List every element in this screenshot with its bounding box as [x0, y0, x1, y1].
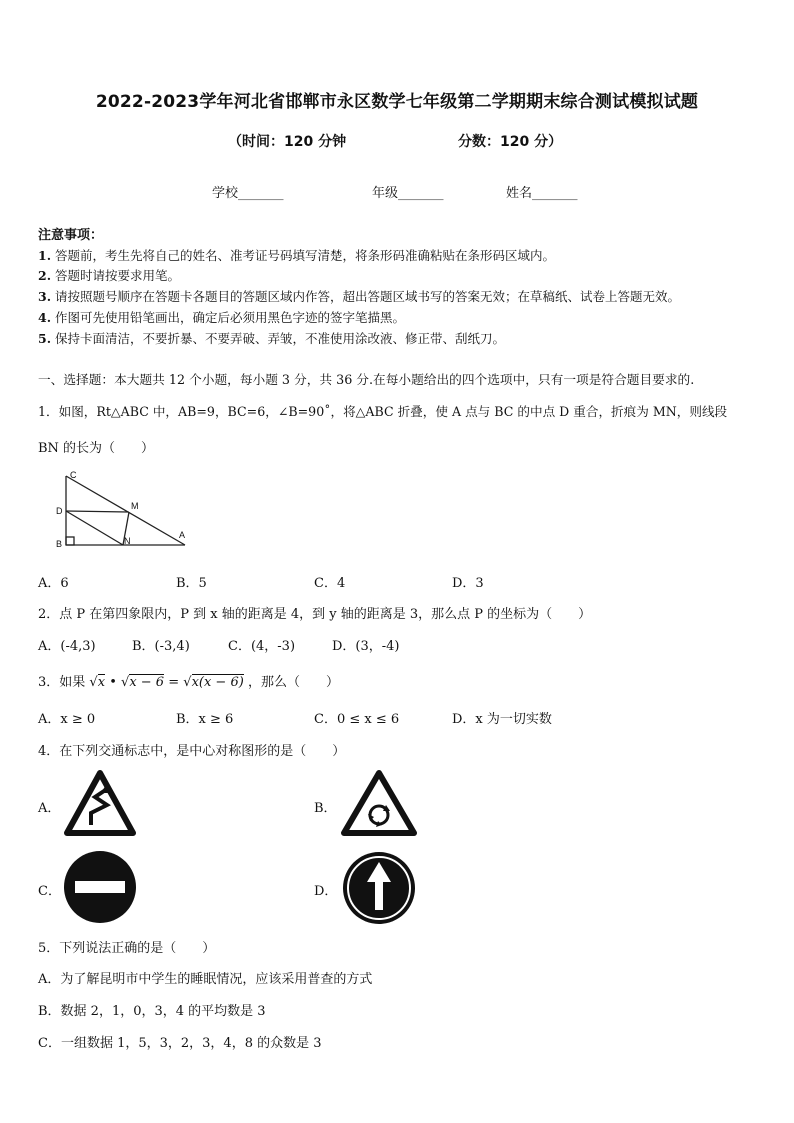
q4-option-b-label: B． — [314, 801, 337, 816]
q4-option-c-label: C． — [38, 884, 61, 899]
roundabout-warning-sign-icon — [340, 769, 418, 837]
q5-option-a: A．为了解昆明市中学生的睡眠情况，应该采用普查的方式 — [38, 972, 373, 987]
exam-score: 分数：120 分） — [458, 134, 563, 150]
sqrt-x: √x — [89, 675, 106, 690]
note-item: 1. 答题前，考生先将自己的姓名、准考证号码填写清楚，将条形码准确粘贴在条形码区域内。 — [38, 248, 556, 263]
name-field: 姓名_______ — [506, 186, 578, 201]
zigzag-road-warning-sign-icon — [63, 769, 137, 837]
label-n: N — [124, 536, 131, 546]
note-item: 2. 答题时请按要求用笔。 — [38, 268, 181, 283]
straight-ahead-sign-icon — [341, 850, 417, 926]
school-field: 学校_______ — [212, 186, 284, 201]
q4-option-a-label: A． — [38, 801, 61, 816]
q1-option-c: C．4 — [314, 576, 346, 591]
label-d: D — [56, 506, 63, 516]
note-item: 5. 保持卡面清洁，不要折暴、不要弄破、弄皱，不准使用涂改液、修正带、刮纸刀。 — [38, 331, 506, 346]
triangle-fold-figure — [52, 468, 192, 550]
q1-option-b: B．5 — [176, 576, 207, 591]
q2-option-d: D．(3，-4) — [332, 639, 400, 654]
q2-option-c: C．(4，-3) — [228, 639, 296, 654]
sqrt-product: √x(x − 6) — [183, 675, 244, 690]
q2-option-a: A．(-4,3) — [38, 639, 96, 654]
question-1-text: 1．如图，Rt△ABC 中，AB=9，BC=6，∠B=90˚，将△ABC 折叠，使 A 点与 BC 的中点 D 重合，折痕为 MN，则线段 — [38, 404, 728, 419]
question-3-text: 3．如果 √x • √x − 6 = √x(x − 6) ，那么（ ） — [38, 675, 339, 690]
q3-option-a: A．x ≥ 0 — [38, 712, 96, 727]
q4-option-d-label: D． — [314, 884, 338, 899]
question-4-text: 4．在下列交通标志中，是中心对称图形的是（ ） — [38, 744, 346, 759]
q1-option-a: A．6 — [38, 576, 69, 591]
notes-heading: 注意事项： — [38, 228, 104, 243]
q3-option-b: B．x ≥ 6 — [176, 712, 234, 727]
label-m: M — [131, 501, 139, 511]
sqrt-x-minus-6: √x − 6 — [121, 675, 165, 690]
grade-field: 年级_______ — [372, 186, 444, 201]
label-b: B — [56, 539, 63, 549]
section-heading: 一、选择题：本大题共 12 个小题，每小题 3 分，共 36 分.在每小题给出的四个选项中，只有一项是符合题目要求的. — [38, 372, 695, 387]
q5-option-c: C．一组数据 1，5，3，2，3，4，8 的众数是 3 — [38, 1036, 322, 1051]
q1-option-d: D．3 — [452, 576, 484, 591]
no-entry-sign-icon — [61, 850, 139, 924]
question-5-text: 5．下列说法正确的是（ ） — [38, 941, 216, 956]
q3-option-c: C．0 ≤ x ≤ 6 — [314, 712, 400, 727]
q5-option-b: B．数据 2，1，0，3，4 的平均数是 3 — [38, 1004, 266, 1019]
question-1-text-cont: BN 的长为（ ） — [38, 441, 155, 456]
q2-option-b: B．(-3,4) — [132, 639, 190, 654]
question-2-text: 2．点 P 在第四象限内，P 到 x 轴的距离是 4，到 y 轴的距离是 3，那么点 P 的坐标为（ ） — [38, 607, 592, 622]
page-title: 2022-2023学年河北省邯郸市永区数学七年级第二学期期末综合测试模拟试题 — [95, 92, 699, 112]
note-item: 3. 请按照题号顺序在答题卡各题目的答题区域内作答，超出答题区域书写的答案无效；在草稿纸、试卷上答题无效。 — [38, 289, 681, 304]
q3-option-d: D．x 为一切实数 — [452, 712, 552, 727]
label-c: C — [70, 470, 77, 480]
note-item: 4. 作图可先使用铅笔画出，确定后必须用黑色字迹的签字笔描黑。 — [38, 310, 406, 325]
exam-time: （时间：120 分钟 — [228, 134, 347, 150]
label-a: A — [179, 530, 186, 540]
